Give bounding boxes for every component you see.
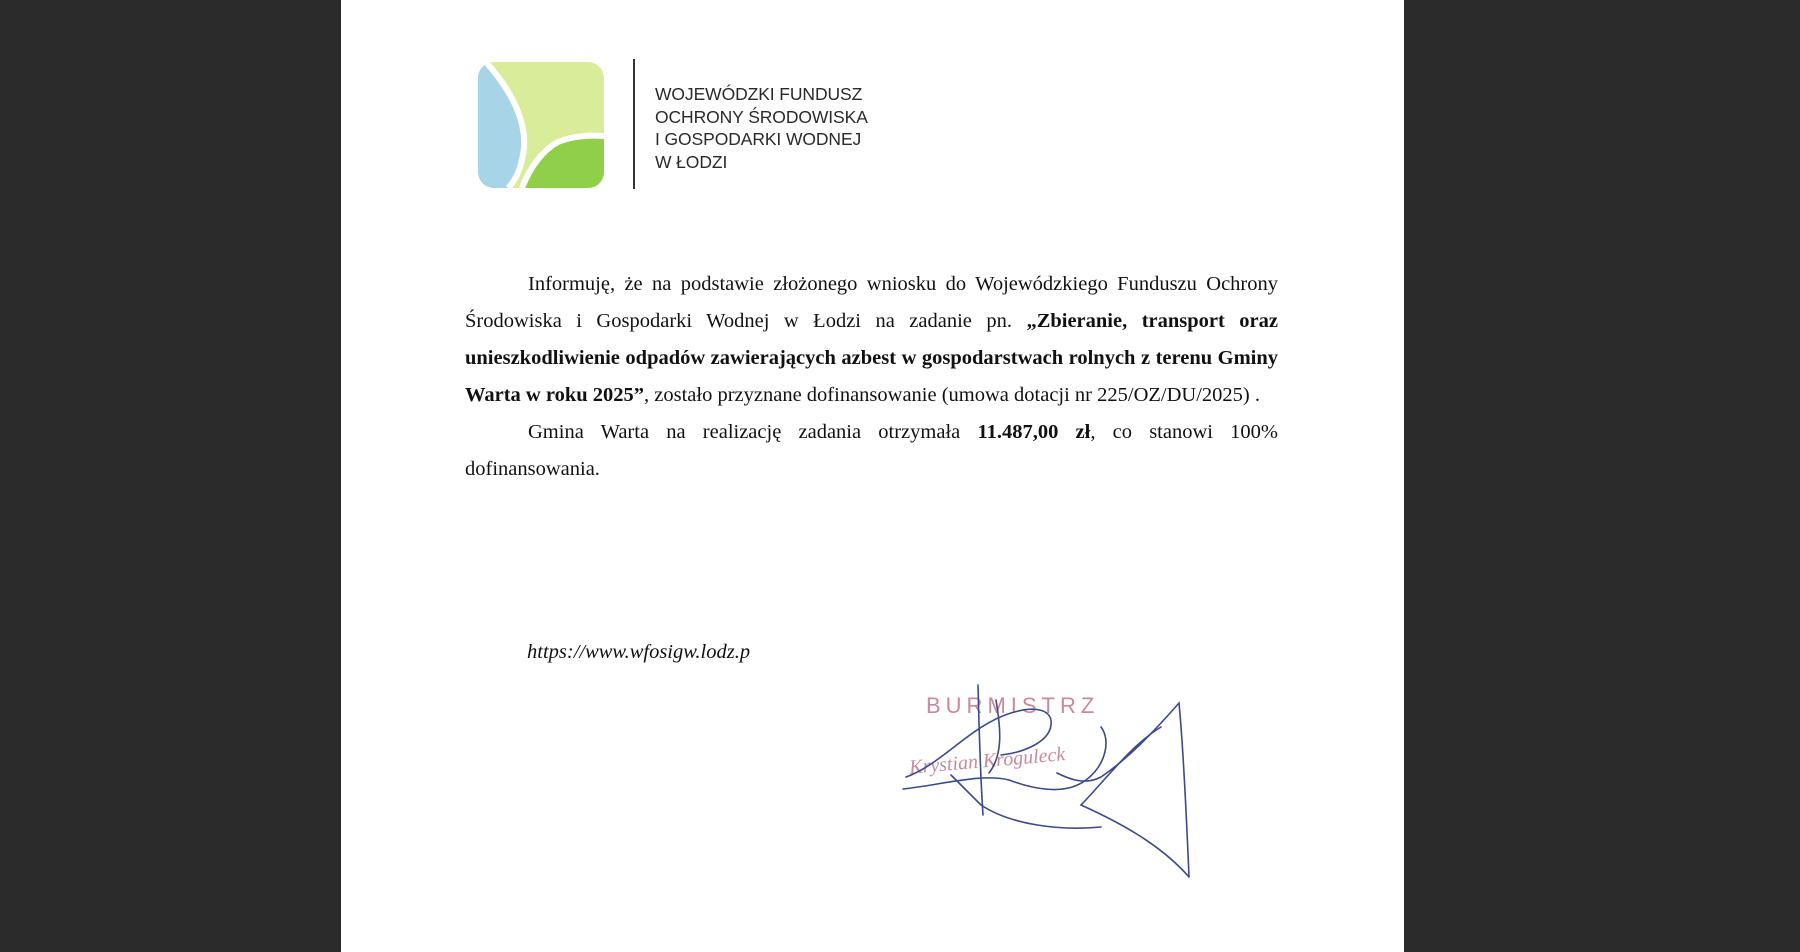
paragraph-grant [465,266,1278,414]
logo-line: WOJEWÓDZKI FUNDUSZ [655,84,863,104]
website-url: https://www.wfosigw.lodz.p [527,641,751,663]
logo-line: OCHRONY ŚRODOWISKA [655,106,868,127]
paragraph-intro: Gmina Warta na realizację zadania otrzymała [528,421,978,443]
paragraph-intro: Informuję, że na podstawie złożonego wniosku do Wojewódzkiego Funduszu Ochrony Środowiska i Gospodarki Wodnej w Łodzi na zadanie pn. [465,273,1278,332]
letter-body [465,266,1278,488]
document-page [341,0,1404,952]
paragraph-outro: , co stanowi 100% dofinansowania. [465,421,1278,480]
logo-divider [633,59,635,189]
paragraph-outro: , zostało przyznane dofinansowanie (umowa dotacji nr 225/OZ/DU/2025) . [644,384,1260,406]
handwritten-signature-icon [861,655,1221,895]
grant-amount: 11.487,00 zł [977,421,1091,443]
paragraph-amount [465,414,1278,488]
logo-line: W ŁODZI [655,151,728,172]
logo-text [655,83,868,173]
wfosigw-logo-icon [478,62,604,188]
stamp-name: Krystian Kroguleck [908,743,1067,779]
task-name: „Zbieranie, transport oraz unieszkodliwienie odpadów zawierających azbest w gospodarstwach rolnych z terenu Gminy Warta w roku 2025” [465,310,1278,406]
stamp-title: BURMISTRZ [926,693,1100,718]
logo-line: I GOSPODARKI WODNEJ [655,129,862,149]
